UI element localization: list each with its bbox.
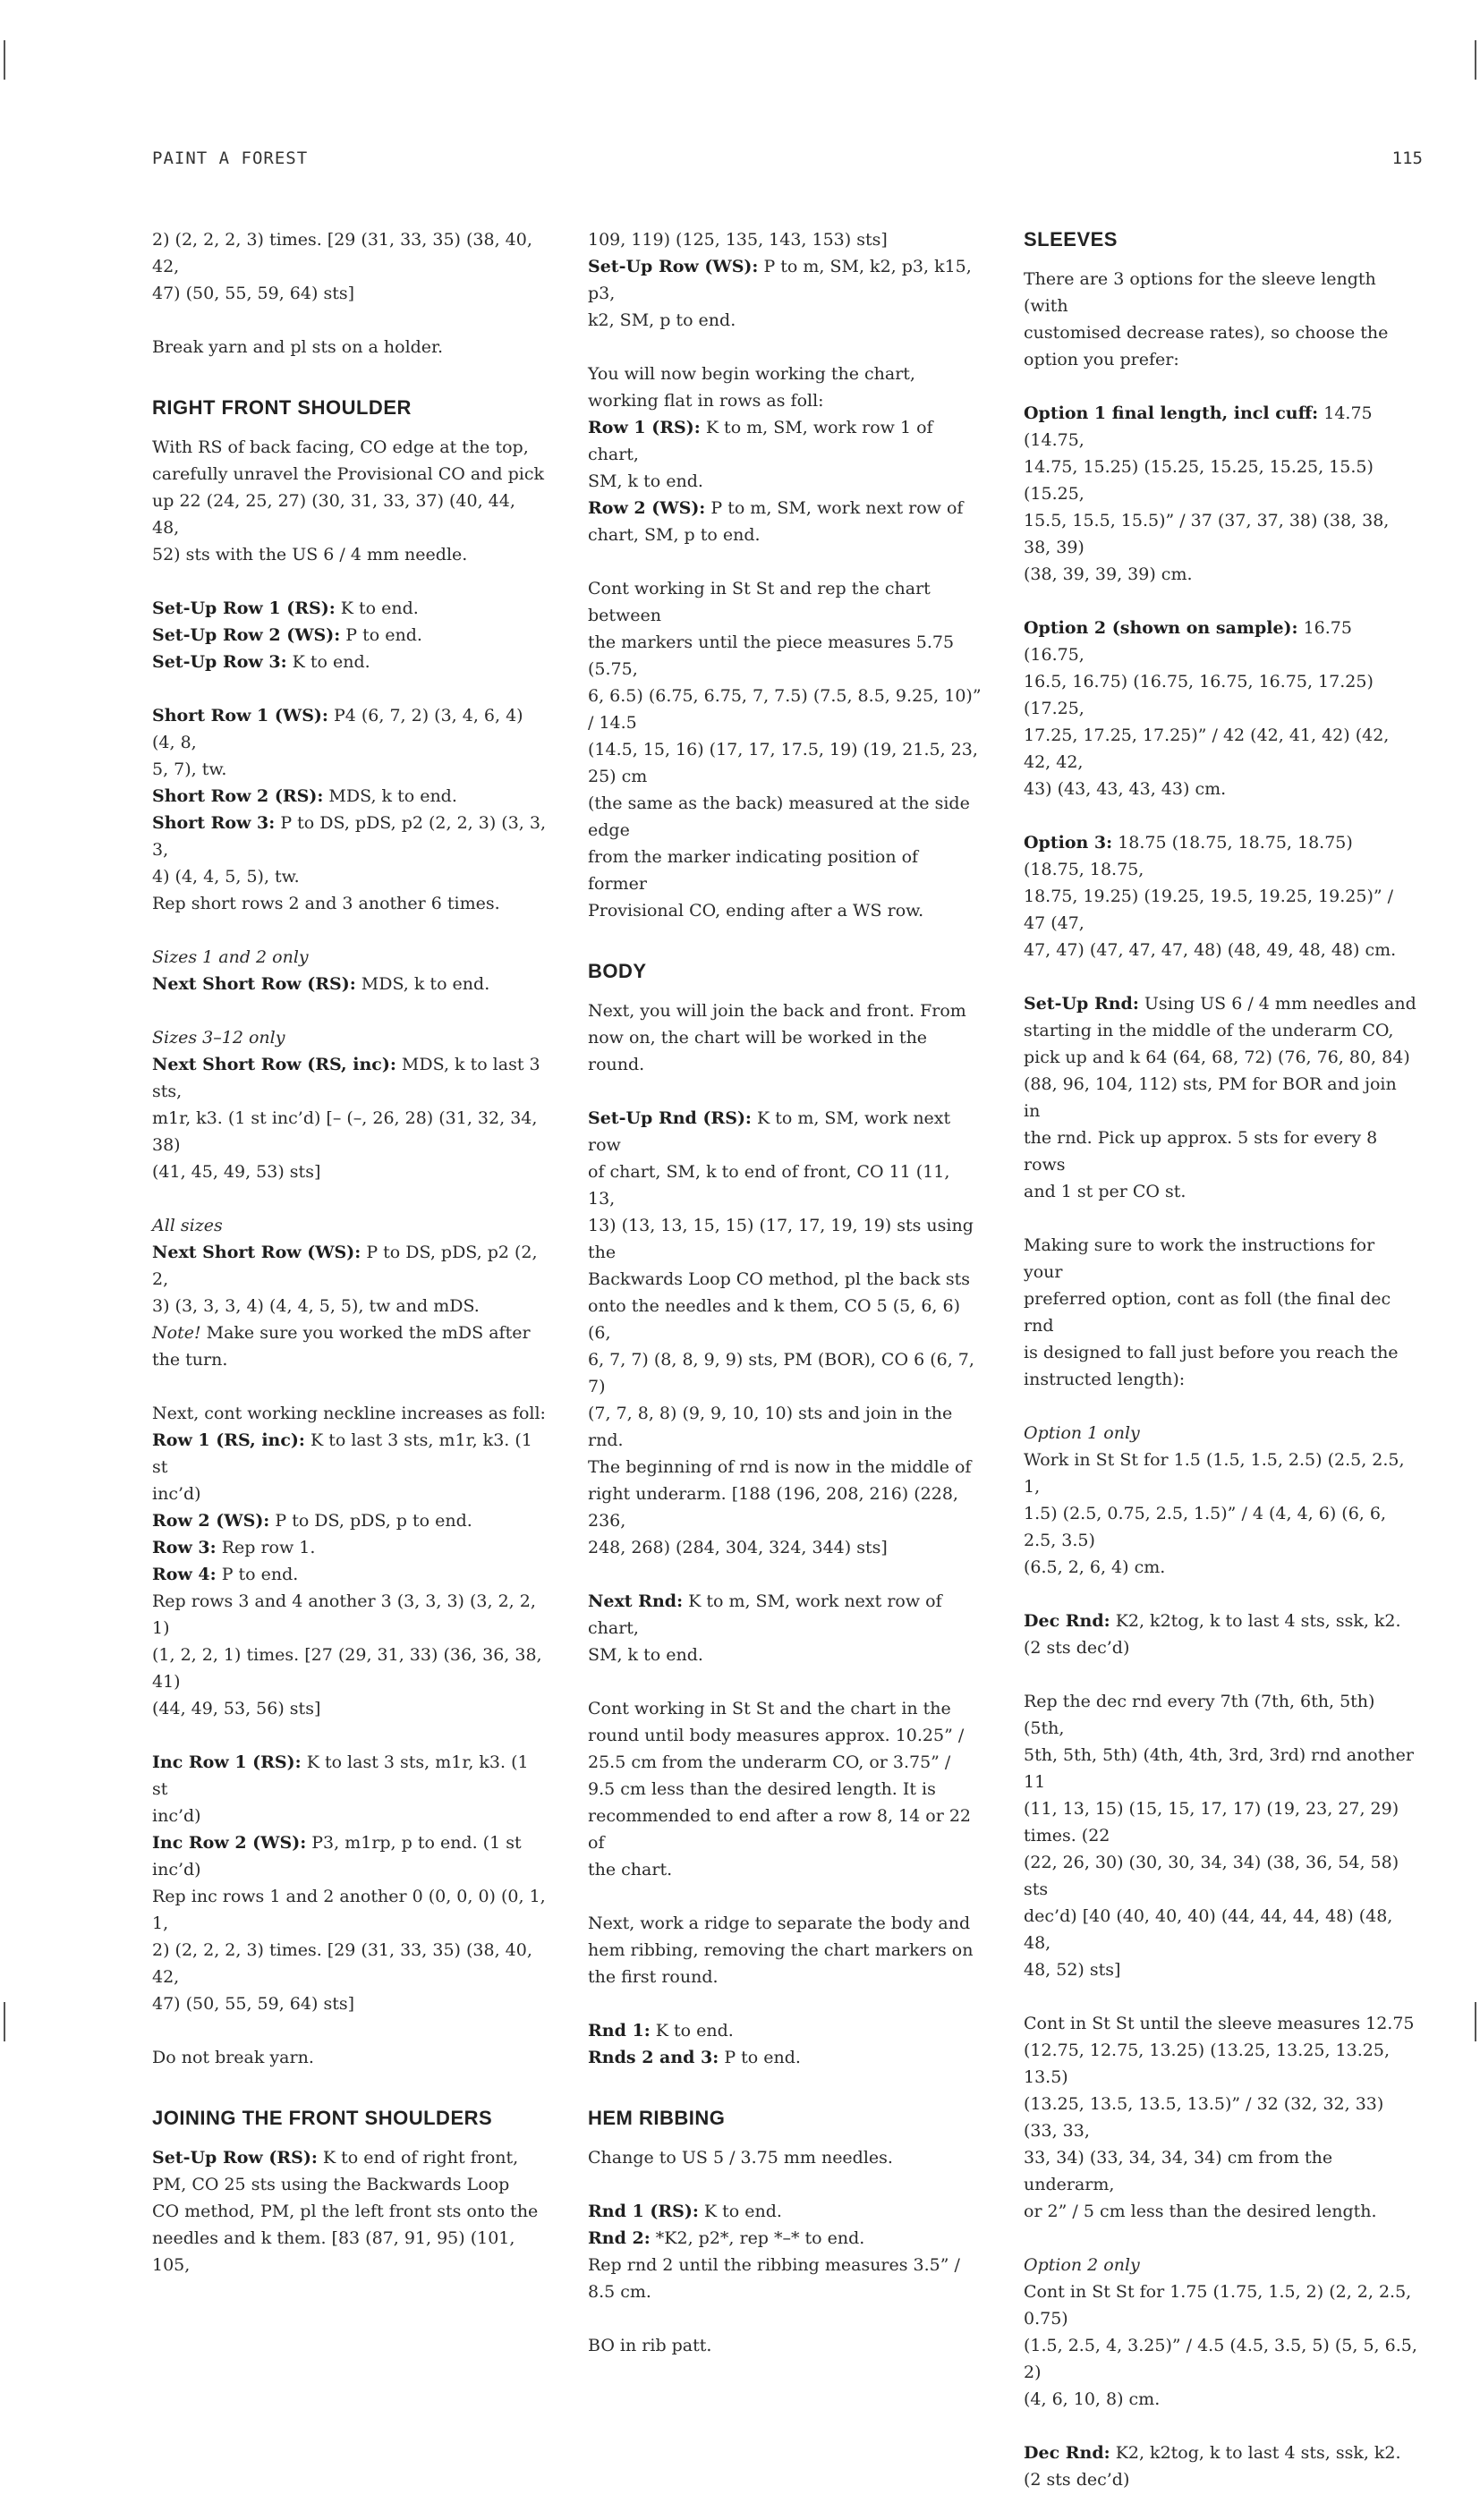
neckline-increases: Next, cont working neckline increases as foll: Row 1 (RS, inc): K to last 3 sts, m1r, k3. (1 st inc’d) Row 2 (WS): P to DS, pDS, p to end. Row 3: Rep row 1. Row 4: P to end. Rep rows 3 and 4 another 3 (3, 3, 3) (3, 2, 2, 1) (1, 2, 2, 1) times. [27 (29, 31, 33) (36, 36, 38, 41) (44, 49, 53, 56) sts] (152, 1404, 546, 1718)
paragraph: There are 3 options for the sleeve length (with customised decrease rates), so choose the option you prefer: (1024, 269, 1389, 369)
paragraph: Rep the dec rnd every 7th (7th, 6th, 5th) (5th, 5th, 5th, 5th) (4th, 4th, 3rd, 3rd) rnd another 11 (11, 13, 15) (15, 15, 17, 17) (19, 23, 27, 29) times. (22 (22, 26, 30) (30, 30, 34, 34) (38, 36, 54, 58) sts dec’d) [40 (40, 40, 40) (44, 44, 44, 48) (48, 48, 48, 52) sts] (1024, 1692, 1414, 1980)
paragraph: Do not break yarn. (152, 2048, 314, 2067)
paragraph: Cont in St St until the sleeve measures 12.75 (12.75, 12.75, 13.25) (13.25, 13.25, 13.25, 13.5) (13.25, 13.5, 13.5, 13.5)” / 32 (32, 32, 33) (33, 33, 33, 34) (33, 34, 34, 34) cm from the underarm, or 2” / 5 cm less than the desired length. (1024, 2014, 1415, 2221)
paragraph: 109, 119) (125, 135, 143, 153) sts] Set-Up Row (WS): P to m, SM, k2, p3, k15, p3, k2, SM, p to end. (588, 230, 972, 330)
paragraph: Cont working in St St and the chart in the round until body measures approx. 10.25” / 25.5 cm from the underarm CO, or 3.75” / 9.5 cm less than the desired length. It is recommended to end after a row 8, 14 or 22 of the chart. (588, 1699, 972, 1879)
hem-rounds: Rnd 1 (RS): K to end. Rnd 2: *K2, p2*, rep *–* to end. Rep rnd 2 until the ribbing measures 3.5” / 8.5 cm. (588, 2202, 960, 2302)
paragraph: 2) (2, 2, 2, 3) times. [29 (31, 33, 35) (38, 40, 42, 47) (50, 55, 59, 64) sts] (152, 230, 532, 303)
option-2: Option 2 (shown on sample): 16.75 (16.75, 16.5, 16.75) (16.75, 16.75, 16.75, 17.25) (17.25, 17.25, 17.25, 17.25)” / 42 (42, 41, 42) (42, 42, 42, 43) (43, 43, 43, 43) cm. (1024, 618, 1390, 799)
ridge-rounds: Rnd 1: K to end. Rnds 2 and 3: P to end. (588, 2021, 801, 2067)
paragraph: Making sure to work the instructions for your preferred option, cont as foll (the final dec rnd is designed to fall just before you reach the instructed length): (1024, 1235, 1399, 1389)
sizes-1-2: Sizes 1 and 2 only Next Short Row (RS): MDS, k to end. (152, 947, 490, 994)
paragraph: Break yarn and pl sts on a holder. (152, 337, 444, 357)
section-heading-joining-front-shoulders: JOINING THE FRONT SHOULDERS (152, 2107, 493, 2129)
option-1-only: Option 1 only Work in St St for 1.5 (1.5, 1.5, 2.5) (2.5, 2.5, 1, 1.5) (2.5, 0.75, 2.5, 1.5)” / 4 (4, 4, 6) (6, 6, 2.5, 3.5) (6.5, 2, 6, 4) cm. (1024, 1423, 1405, 1577)
inc-rows: Inc Row 1 (RS): K to last 3 sts, m1r, k3. (1 st inc’d) Inc Row 2 (WS): P3, m1rp, p to end. (1 st inc’d) Rep inc rows 1 and 2 another 0 (0, 0, 0) (0, 1, 1, 2) (2, 2, 2, 3) times. [29 (31, 33, 35) (38, 40, 42, 47) (50, 55, 59, 64) sts] (152, 1752, 546, 2014)
paragraph: Next, you will join the back and front. From now on, the chart will be worked in the round. (588, 1001, 966, 1074)
setup-rnd: Set-Up Rnd: Using US 6 / 4 mm needles and starting in the middle of the underarm CO, pick up and k 64 (64, 68, 72) (76, 76, 80, 84) (88, 96, 104, 112) sts, PM for BOR and join in the rnd. Pick up approx. 5 sts for every 8 rows and 1 st per CO st. (1024, 994, 1416, 1201)
section-heading-sleeves: SLEEVES (1024, 228, 1118, 250)
section-heading-body: BODY (588, 960, 647, 982)
section-heading-hem-ribbing: HEM RIBBING (588, 2107, 726, 2129)
section-heading-right-front-shoulder: RIGHT FRONT SHOULDER (152, 396, 412, 419)
option-2-only: Option 2 only Cont in St St for 1.75 (1.75, 1.5, 2) (2, 2, 2.5, 0.75) (1.5, 2.5, 4, 3.25)” / 4.5 (4.5, 3.5, 5) (5, 5, 6.5, 2) (4, 6, 10, 8) cm. (1024, 2255, 1417, 2409)
paragraph: Change to US 5 / 3.75 mm needles. (588, 2148, 893, 2168)
paragraph: With RS of back facing, CO edge at the top, carefully unravel the Provisional CO and pick up 22 (24, 25, 27) (30, 31, 33, 37) (40, 44, 48, 52) sts with the US 6 / 4 mm needle. (152, 437, 545, 564)
paragraph: BO in rib patt. (588, 2336, 712, 2355)
sizes-3-12: Sizes 3–12 only Next Short Row (RS, inc): MDS, k to last 3 sts, m1r, k3. (1 st inc’d) [– (–, 26, 28) (31, 32, 34, 38) (41, 45, 49, 53) sts] (152, 1028, 540, 1182)
option-1: Option 1 final length, incl cuff: 14.75 (14.75, 14.75, 15.25) (15.25, 15.25, 15.25, 15.5) (15.25, 15.5, 15.5, 15.5)” / 37 (37, 37, 38) (38, 38, 38, 39) (38, 39, 39, 39) cm. (1024, 403, 1390, 584)
column-3 (1024, 226, 1417, 2520)
column-2 (588, 226, 982, 2386)
next-rnd: Next Rnd: K to m, SM, work next row of chart, SM, k to end. (588, 1591, 942, 1665)
setup-row-rs: Set-Up Row (RS): K to end of right front, PM, CO 25 sts using the Backwards Loop CO method, PM, pl the left front sts onto the needles and k them. [83 (87, 91, 95) (101, 105, (152, 2148, 539, 2275)
paragraph: Cont working in St St and rep the chart between the markers until the piece measures 5.75 (5.75, 6, 6.5) (6.75, 6.75, 7, 7.5) (7.5, 8.5, 9.25, 10)” / 14.5 (14.5, 15, 16) (17, 17, 17.5, 19) (19, 21.5, 23, 25) cm (the same as the back) measured at the side edge from the marker indicating position of former Provisional CO, ending after a WS row. (588, 579, 982, 921)
short-rows: Short Row 1 (WS): P4 (6, 7, 2) (3, 4, 6, 4) (4, 8, 5, 7), tw. Short Row 2 (RS): MDS, k to end. Short Row 3: P to DS, pDS, p2 (2, 2, 3) (3, 3, 3, 4) (4, 4, 5, 5), tw. Rep short rows 2 and 3 another 6 times. (152, 706, 547, 913)
page-number: 115 (1391, 148, 1423, 168)
crop-mark-bottom-right (1475, 2002, 1476, 2041)
column-1 (152, 226, 546, 2305)
dec-rnd: Dec Rnd: K2, k2tog, k to last 4 sts, ssk, k2. (2 sts dec’d) (1024, 2443, 1401, 2490)
chart-instructions: You will now begin working the chart, working flat in rows as foll: Row 1 (RS): K to m, SM, work row 1 of chart, SM, k to end. Row 2 (WS): P to m, SM, work next row of chart, SM, p to end. (588, 364, 964, 545)
crop-mark-top-right (1475, 40, 1476, 80)
crop-mark-bottom-left (4, 2002, 5, 2041)
crop-mark-top-left (4, 40, 5, 80)
dec-rnd: Dec Rnd: K2, k2tog, k to last 4 sts, ssk, k2. (2 sts dec’d) (1024, 1611, 1401, 1658)
all-sizes: All sizes Next Short Row (WS): P to DS, pDS, p2 (2, 2, 3) (3, 3, 3, 4) (4, 4, 5, 5), tw and mDS. Note! Make sure you worked the mDS after the turn. (152, 1216, 538, 1370)
paragraph: Next, work a ridge to separate the body and hem ribbing, removing the chart markers on the first round. (588, 1913, 974, 1987)
running-title: PAINT A FOREST (152, 148, 309, 168)
setup-rnd-rs: Set-Up Rnd (RS): K to m, SM, work next row of chart, SM, k to end of front, CO 11 (11, 13, 13) (13, 13, 15, 15) (17, 17, 19, 19) sts using the Backwards Loop CO method, pl the back sts onto the needles and k them, CO 5 (5, 6, 6) (6, 6, 7, 7) (8, 8, 9, 9) sts, PM (BOR), CO 6 (6, 7, 7) (7, 7, 8, 8) (9, 9, 10, 10) sts and join in the rnd. The beginning of rnd is now in the middle of right underarm. [188 (196, 208, 216) (228, 236, 248, 268) (284, 304, 324, 344) sts] (588, 1108, 974, 1557)
option-3: Option 3: 18.75 (18.75, 18.75, 18.75) (18.75, 18.75, 18.75, 19.25) (19.25, 19.5, 19.25, 19.25)” / 47 (47, 47, 47) (47, 47, 47, 48) (48, 49, 48, 48) cm. (1024, 833, 1397, 960)
setup-rows: Set-Up Row 1 (RS): K to end. Set-Up Row 2 (WS): P to end. Set-Up Row 3: K to end. (152, 598, 422, 672)
